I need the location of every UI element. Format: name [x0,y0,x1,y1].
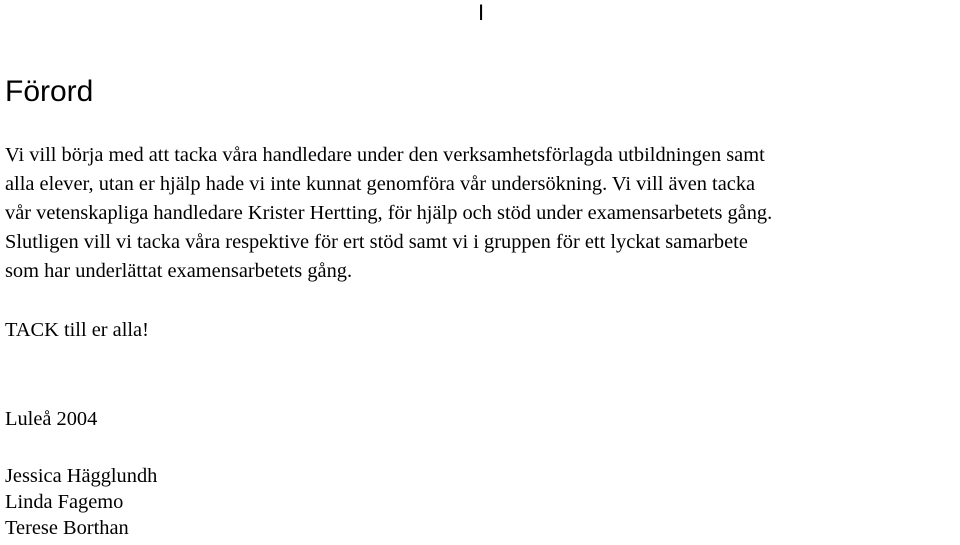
thanks-line: TACK till er alla! [5,319,149,341]
place-and-year: Luleå 2004 [5,408,98,430]
author-name: Linda Fagemo [5,491,124,513]
page-number: I [478,0,485,25]
author-name: Jessica Hägglundh [5,465,158,487]
paragraph-line: Vi vill börja med att tacka våra handledare under den verksamhetsförlagda utbildningen samt [5,144,765,166]
author-name: Terese Borthan [5,517,129,539]
paragraph-line: alla elever, utan er hjälp hade vi inte kunnat genomföra vår undersökning. Vi vill även tacka [5,173,756,195]
foreword-heading: Förord [5,75,94,108]
foreword-paragraph [5,141,955,286]
paragraph-line: vår vetenskapliga handledare Krister Hertting, för hjälp och stöd under examensarbetets gång. [5,202,773,224]
paragraph-line: Slutligen vill vi tacka våra respektive för ert stöd samt vi i gruppen för ett lyckat samarbete [5,231,748,253]
paragraph-line: som har underlättat examensarbetets gång. [5,260,353,282]
author-list [5,463,157,541]
